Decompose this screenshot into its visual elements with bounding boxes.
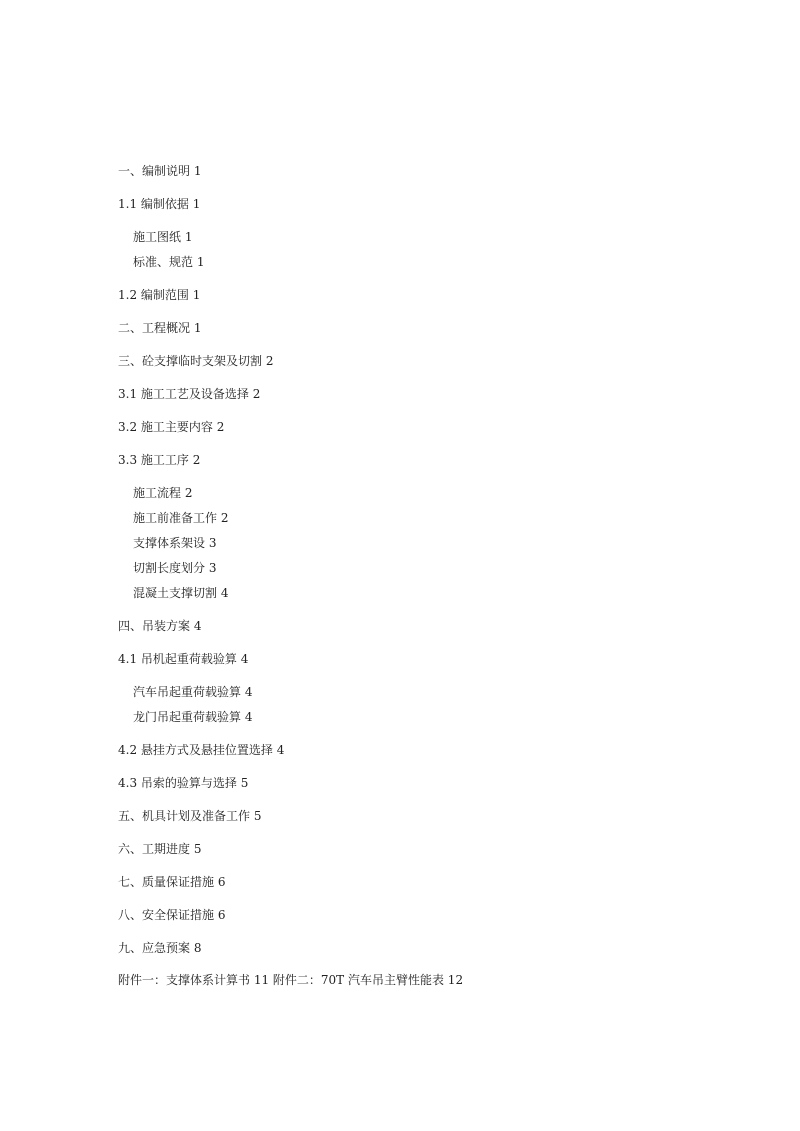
toc-entry-section-5[interactable]: 五、机具计划及准备工作 5 [118,809,262,823]
toc-entry-3-1[interactable]: 3.1 施工工艺及设备选择 2 [118,387,261,401]
toc-entry-section-6[interactable]: 六、工期进度 5 [118,842,202,856]
toc-subentry-support-setup[interactable]: 支撑体系架设 3 [133,536,217,550]
toc-subentry-cut-length[interactable]: 切割长度划分 3 [133,561,217,575]
toc-entry-section-2[interactable]: 二、工程概况 1 [118,321,202,335]
toc-entry-section-7[interactable]: 七、质量保证措施 6 [118,875,226,889]
toc-subentry-gantry-crane[interactable]: 龙门吊起重荷载验算 4 [133,710,253,724]
toc-entry-section-9[interactable]: 九、应急预案 8 [118,941,202,955]
toc-entry-4-1[interactable]: 4.1 吊机起重荷载验算 4 [118,652,249,666]
toc-subentry-preparation[interactable]: 施工前准备工作 2 [133,511,229,525]
toc-entry-1-2[interactable]: 1.2 编制范围 1 [118,288,201,302]
toc-subentry-standards[interactable]: 标准、规范 1 [133,255,205,269]
toc-entry-1-1[interactable]: 1.1 编制依据 1 [118,197,201,211]
toc-entry-4-3[interactable]: 4.3 吊索的验算与选择 5 [118,776,249,790]
toc-entry-section-3[interactable]: 三、砼支撑临时支架及切割 2 [118,354,274,368]
toc-subentry-concrete-cutting[interactable]: 混凝土支撑切割 4 [133,586,229,600]
toc-entry-appendices[interactable]: 附件一：支撑体系计算书 11 附件二：70T 汽车吊主臂性能表 12 [118,973,464,987]
toc-subentry-process-flow[interactable]: 施工流程 2 [133,486,193,500]
toc-subentry-drawings[interactable]: 施工图纸 1 [133,230,193,244]
toc-subentry-truck-crane[interactable]: 汽车吊起重荷载验算 4 [133,685,253,699]
toc-entry-section-1[interactable]: 一、编制说明 1 [118,164,202,178]
toc-entry-4-2[interactable]: 4.2 悬挂方式及悬挂位置选择 4 [118,743,285,757]
toc-entry-section-8[interactable]: 八、安全保证措施 6 [118,908,226,922]
toc-entry-section-4[interactable]: 四、吊装方案 4 [118,619,202,633]
toc-entry-3-2[interactable]: 3.2 施工主要内容 2 [118,420,225,434]
toc-entry-3-3[interactable]: 3.3 施工工序 2 [118,453,201,467]
